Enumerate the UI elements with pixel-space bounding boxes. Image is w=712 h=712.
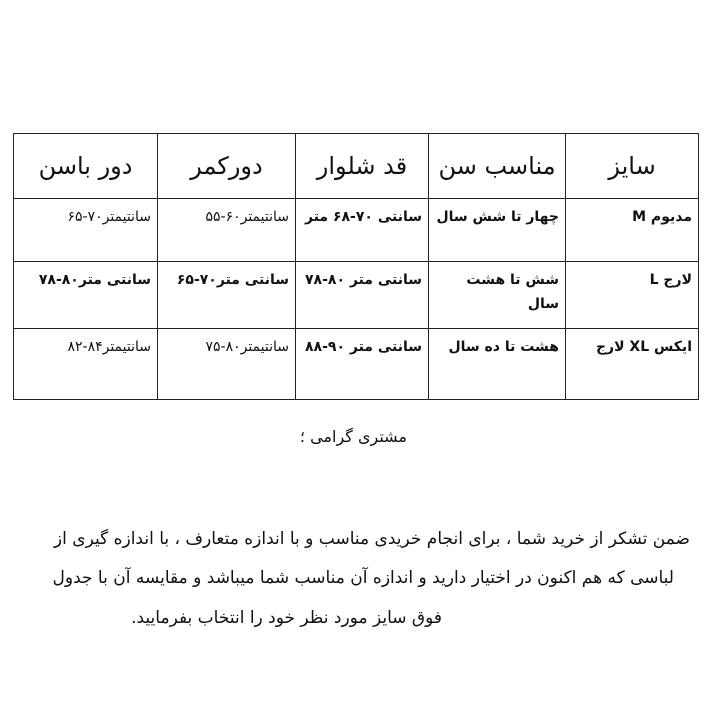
cell-hip: سانتی متر۸۰-۷۸ <box>14 262 158 329</box>
table-row <box>14 199 699 262</box>
cell-waist: سانتی متر۷۰-۶۵ <box>158 262 296 329</box>
cell-size: مدیوم M <box>566 199 699 262</box>
cell-waist: سانتیمتر۶۰-۵۵ <box>158 199 296 262</box>
cell-size: ایکس XL لارج <box>566 329 699 400</box>
cell-pants-length: سانتی متر ۸۰-۷۸ <box>296 262 429 329</box>
cell-age: شش تا هشت سال <box>429 262 566 329</box>
table-row <box>14 329 699 400</box>
cell-size: لارج L <box>566 262 699 329</box>
header-suitable-age: مناسب سن <box>429 134 566 199</box>
header-hip: دور باسن <box>14 134 158 199</box>
cell-age: چهار تا شش سال <box>429 199 566 262</box>
header-pants-length: قد شلوار <box>296 134 429 199</box>
header-size: سایز <box>566 134 699 199</box>
cell-waist: سانتیمتر۸۰-۷۵ <box>158 329 296 400</box>
instruction-line-1: ضمن تشکر از خرید شما ، برای انجام خریدی مناسب و با اندازه متعارف ، با اندازه گیری از <box>53 529 690 549</box>
table-row <box>14 262 699 329</box>
cell-hip: سانتیمتر۷۰-۶۵ <box>14 199 158 262</box>
cell-pants-length: سانتی ۷۰-۶۸ متر <box>296 199 429 262</box>
instruction-line-3: فوق سایز مورد نظر خود را انتخاب بفرمایید. <box>131 608 442 628</box>
customer-greeting: مشتری گرامی ؛ <box>299 427 407 446</box>
instruction-line-2: لباسی که هم اکنون در اختیار دارید و اندازه آن مناسب شما میباشد و مقایسه آن با جدول <box>52 568 674 588</box>
cell-pants-length: سانتی متر ۹۰-۸۸ <box>296 329 429 400</box>
size-chart-table <box>13 133 699 400</box>
cell-hip: سانتیمتر۸۴-۸۲ <box>14 329 158 400</box>
table-header-row <box>14 134 699 199</box>
cell-age: هشت تا ده سال <box>429 329 566 400</box>
header-waist: دورکمر <box>158 134 296 199</box>
